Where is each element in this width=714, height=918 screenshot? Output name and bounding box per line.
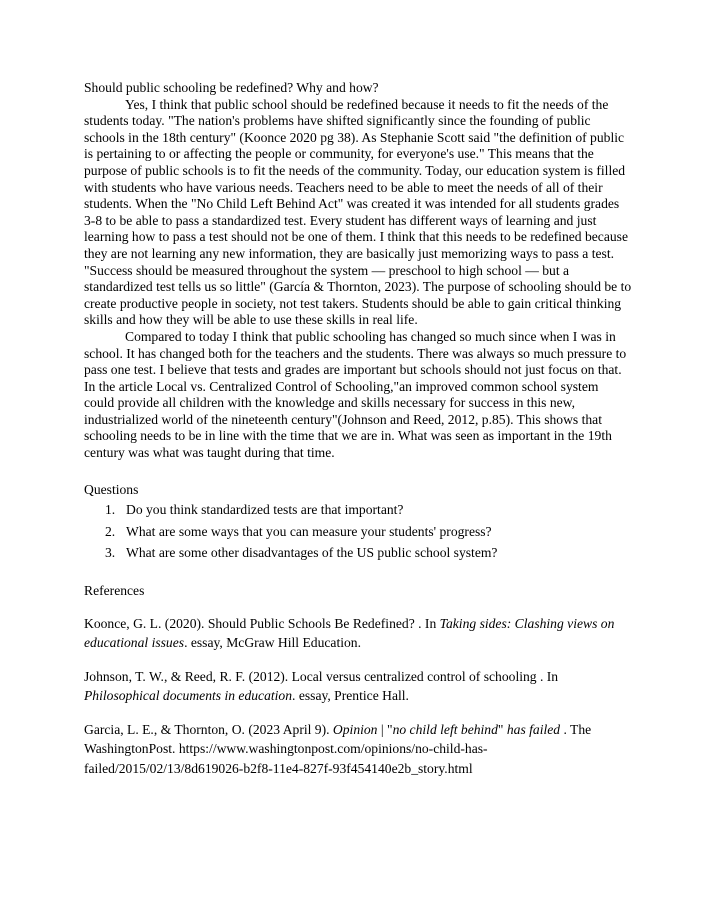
question-text: What are some other disadvantages of the US public school system? (126, 545, 498, 561)
questions-list (84, 502, 632, 562)
question-text: What are some ways that you can measure your students' progress? (126, 523, 492, 539)
reference-text: Koonce, G. L. (2020). Should Public Schools Be Redefined? . In (84, 615, 440, 631)
essay-question: Should public schooling be redefined? Why and how? (84, 80, 379, 95)
question-item (84, 545, 632, 562)
question-item (84, 502, 632, 519)
reference-title: Taking sides: Clashing views on educational issues (84, 615, 615, 651)
questions-heading: Questions (84, 481, 139, 497)
question-text: Do you think standardized tests are that important? (126, 502, 404, 518)
body-paragraph-2: Compared to today I think that public schooling has changed so much since when I was in school. It has changed both for the teachers and the students. There was always so much pressure to pass one test. I believe that tests and grades are important but schools should not just focus on that. In the article Local vs. Centralized Control of Schooling,"an improved common school system could provide all children with the knowledge and skills necessary for success in this new, industrialized world of the nineteenth century"(Johnson and Reed, 2012, p.85). This shows that schooling needs to be in line with the time that we are in. What was seen as important in the 19th century was what was taught during that time. (84, 328, 627, 461)
reference-text: | " (377, 721, 393, 737)
question-number: 3. (105, 545, 116, 561)
body-paragraph-1: Yes, I think that public school should be redefined because it needs to fit the needs of the students today. "The nation's problems have shifted significantly since the founding of public schools in the 18th century" (Koonce 2020 pg 38). As Stephanie Scott said "the definition of public is pertaining to or affecting the people or community, for everyone's use." This means that the purpose of public schools is to fit the needs of the community. Today, our education system is filled with students who have various needs. Teachers need to be able to meet the needs of all of their students. When the "No Child Left Behind Act" was created it was intended for all students grades 3-8 to be able to pass a standardized test. Every student has different ways of learning and just learning how to pass a test should not be one of them. I think that this needs to be redefined because they are not learning any new information, they are basically just memorizing ways to pass a test. "Success should be measured throughout the system — preschool to high school — but a standardized test tells us so little" (García & Thornton, 2023). The purpose of schooling should be to create productive people in society, not test takers. Students should be able to gain critical thinking skills and how they will be able to use these skills in real life. (84, 96, 632, 328)
reference-entry (84, 667, 632, 706)
reference-title: Philosophical documents in education (84, 688, 293, 704)
reference-text: Johnson, T. W., & Reed, R. F. (2012). Local versus centralized control of schooling . In (84, 668, 559, 684)
reference-url: . The WashingtonPost. https://www.washingtonpost.com/opinions/no-child-has-failed/2015/02/13/8d619026-b2f8-11e4-827f-93f454140e2b_story.html (84, 721, 592, 776)
question-number: 2. (105, 523, 116, 539)
reference-title: Opinion (332, 721, 378, 737)
reference-title: has failed (506, 721, 561, 737)
reference-text: . essay, Prentice Hall. (292, 688, 409, 704)
reference-entry (84, 614, 632, 653)
question-item (84, 524, 632, 541)
reference-entry (84, 720, 632, 779)
references-heading: References (84, 583, 145, 599)
reference-text: " (497, 721, 507, 737)
reference-text: . essay, McGraw Hill Education. (184, 635, 361, 651)
reference-text: Garcia, L. E., & Thornton, O. (2023 April 9). (84, 721, 333, 737)
reference-title: no child left behind (392, 721, 498, 737)
question-number: 1. (105, 502, 116, 518)
